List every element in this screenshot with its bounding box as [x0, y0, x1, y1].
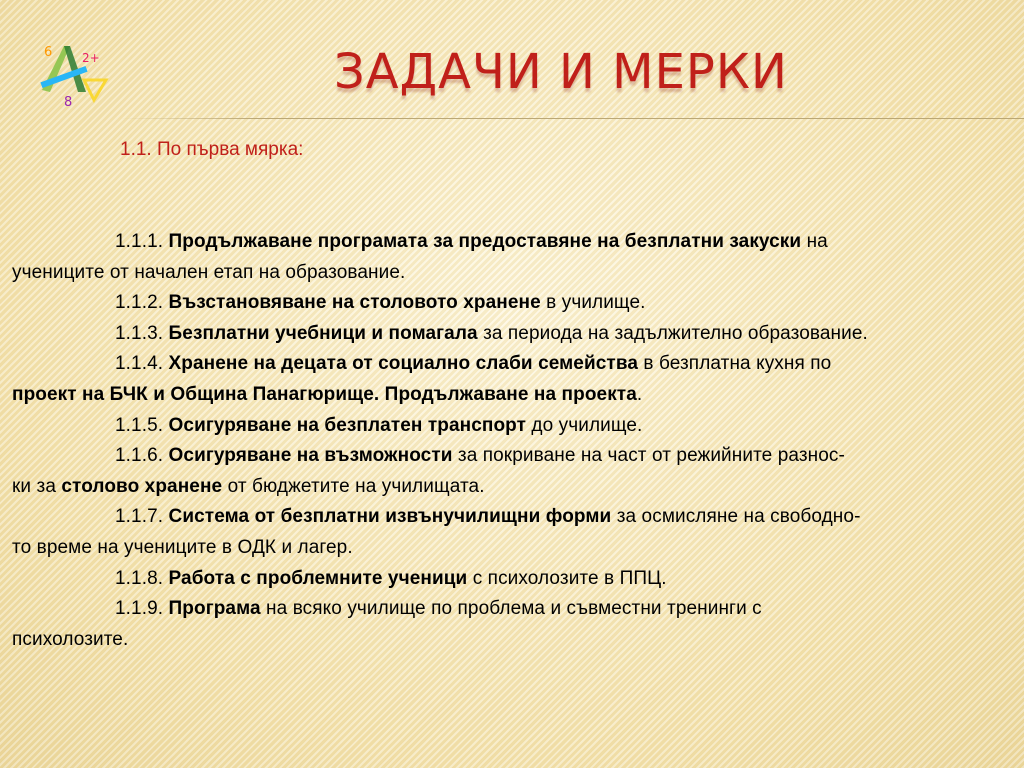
logo-glyph-c: 8 — [64, 95, 73, 110]
list-item — [12, 594, 1020, 625]
item-bold-text: Осигуряване на възможности — [168, 445, 453, 467]
list-item-continuation — [12, 472, 1020, 503]
list-item-continuation — [12, 380, 1020, 411]
item-text: за периода на задължително образование. — [477, 322, 868, 344]
item-bold-text: Продължаване програмата за предоставяне на безплатни закуски — [168, 231, 802, 252]
list-item — [12, 349, 1020, 380]
item-bold-text: Възстановяване на столовото хранене — [168, 292, 541, 314]
list-item — [12, 319, 1020, 350]
list-item-continuation — [12, 258, 1020, 289]
list-item — [12, 564, 1020, 595]
item-text: на — [801, 231, 828, 252]
item-text: психолозите. — [12, 628, 129, 650]
item-number: 1.1.3. — [115, 322, 169, 344]
item-bold-text: Програма — [168, 598, 261, 620]
item-number: 1.1.6. — [115, 445, 169, 467]
item-text: в училище. — [540, 292, 646, 314]
item-bold-text: Безплатни учебници и помагала — [168, 322, 478, 344]
item-bold-text: Хранене на децата от социално слаби семейства — [168, 353, 639, 375]
item-text: в безплатна кухня по — [638, 353, 832, 375]
list-item-continuation — [12, 625, 1020, 656]
item-bold-text: Работа с проблемните ученици — [168, 567, 468, 589]
item-bold-text: проект на БЧК и Община Панагюрище. Продължаване на проекта — [12, 383, 637, 405]
list-item-continuation — [12, 533, 1020, 564]
item-bold-text: Система от безплатни извънучилищни форми — [168, 506, 612, 528]
item-text: за покриване на част от режийните разнос- — [452, 445, 845, 467]
item-number: 1.1.5. — [115, 414, 169, 436]
item-text: до училище. — [526, 414, 643, 436]
section-subtitle: 1.1. По първа мярка: — [120, 139, 304, 160]
item-text: учениците от начален етап на образование. — [12, 261, 406, 283]
item-number: 1.1.8. — [115, 567, 169, 589]
slide-title: ЗАДАЧИ И МЕРКИ — [334, 44, 788, 100]
list-item — [12, 502, 1020, 533]
item-number: 1.1.1. — [115, 231, 169, 252]
item-number: 1.1.4. — [115, 353, 169, 375]
item-text: от бюджетите на училищата. — [222, 475, 485, 497]
title-divider — [120, 118, 1024, 119]
list-item — [12, 441, 1020, 472]
math-logo-icon — [36, 40, 116, 110]
item-text: на всяко училище по проблема и съвместни тренинги с — [260, 598, 762, 620]
list-item — [12, 288, 1020, 319]
item-text: за осмисляне на свободно- — [611, 506, 861, 528]
item-text: ки за — [12, 475, 62, 497]
logo-glyph-a: 6 — [44, 45, 53, 60]
item-bold-text: столово хранене — [61, 475, 223, 497]
logo-glyph-b: 2+ — [82, 51, 100, 65]
item-text: с психолозите в ППЦ. — [467, 567, 667, 589]
list-item — [12, 411, 1020, 442]
item-bold-text: Осигуряване на безплатен транспорт — [168, 414, 527, 436]
item-number: 1.1.7. — [115, 506, 169, 528]
measures-list — [12, 227, 1020, 655]
item-text: . — [636, 383, 643, 405]
item-number: 1.1.9. — [115, 598, 169, 620]
item-number: 1.1.2. — [115, 292, 169, 314]
list-item — [12, 227, 1020, 258]
item-text: то време на учениците в ОДК и лагер. — [12, 536, 353, 558]
